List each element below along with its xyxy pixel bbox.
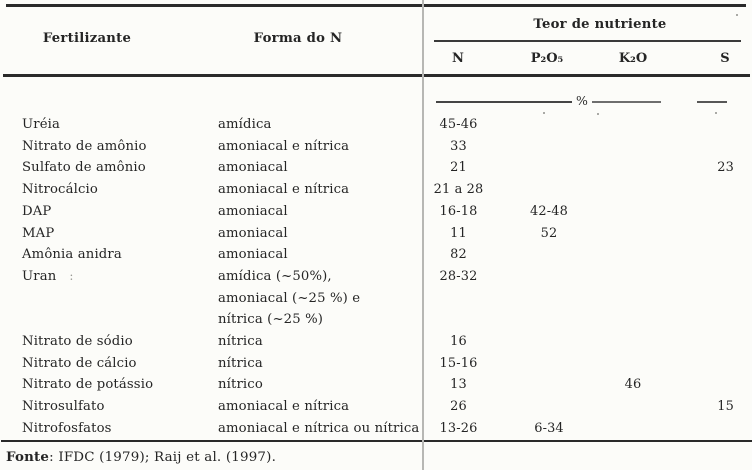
k2o-value-cell	[604, 157, 662, 179]
forma-line: amídica	[218, 117, 272, 132]
forma-line: amoniacal (~25 %) e	[218, 290, 361, 306]
n-value-cell: 11	[450, 225, 467, 241]
fertilizante-cell: Uréia	[22, 117, 61, 132]
n-value-cell: 16	[450, 334, 467, 350]
forma-do-n-cell	[214, 331, 423, 353]
forma-do-n-cell	[214, 353, 423, 375]
k2o-value-cell	[604, 223, 662, 245]
forma-do-n-cell	[214, 374, 423, 396]
forma-do-n-cell	[214, 418, 423, 440]
column-header-fertilizante: Fertilizante	[42, 31, 132, 46]
forma-line: amoniacal e nítrica	[218, 399, 350, 415]
table-row	[0, 244, 752, 266]
forma-line: amoniacal	[218, 203, 288, 219]
table-row	[0, 266, 752, 331]
p2o5-value-cell	[494, 353, 604, 375]
forma-do-n-cell	[214, 266, 423, 331]
column-header-n: N	[452, 51, 464, 66]
s-value-cell: 23	[717, 160, 734, 176]
n-value-cell: 15-16	[439, 355, 478, 371]
p2o5-value-cell	[494, 136, 604, 158]
p2o5-value-cell: 6-34	[534, 420, 564, 436]
table-row	[0, 179, 752, 201]
fertilizante-cell: Nitrofosfatos	[22, 420, 112, 436]
table-row	[0, 157, 752, 179]
n-value-cell: 45-46	[439, 117, 478, 132]
fertilizante-cell: Amônia anidra	[22, 247, 122, 263]
k2o-value-cell	[604, 136, 662, 158]
header-separator-rule	[3, 74, 750, 77]
s-value-cell	[662, 136, 752, 158]
forma-line: nítrica	[218, 334, 263, 350]
forma-do-n-cell	[214, 244, 423, 266]
forma-do-n-cell	[214, 114, 423, 136]
forma-do-n-cell	[214, 223, 423, 245]
scan-artifact-mark: :	[69, 268, 74, 283]
column-header-p2o5: P₂O₅	[530, 51, 564, 66]
s-value-cell	[662, 201, 752, 223]
percent-dash-line-short	[697, 101, 727, 103]
column-header-k2o: K₂O	[618, 51, 648, 66]
forma-do-n-cell	[214, 396, 423, 418]
p2o5-value-cell	[494, 266, 604, 331]
scan-speck	[736, 14, 738, 16]
s-value-cell	[662, 331, 752, 353]
s-value-cell	[662, 353, 752, 375]
fertilizante-cell: Nitrosulfato	[22, 399, 105, 415]
forma-do-n-cell	[214, 179, 423, 201]
n-value-cell: 28-32	[439, 268, 478, 284]
n-value-cell: 16-18	[439, 203, 478, 219]
k2o-value-cell	[604, 201, 662, 223]
s-value-cell	[662, 223, 752, 245]
forma-line: nítrica (~25 %)	[218, 312, 324, 328]
bottom-rule	[1, 440, 752, 442]
n-value-cell: 82	[450, 247, 467, 263]
source-note	[6, 449, 276, 465]
percent-unit-label: %	[576, 93, 588, 108]
s-value-cell	[662, 418, 752, 440]
p2o5-value-cell	[494, 374, 604, 396]
p2o5-value-cell	[494, 396, 604, 418]
percent-dash-line-right	[592, 101, 661, 103]
forma-line: amoniacal	[218, 160, 288, 176]
scan-speck	[543, 112, 545, 114]
k2o-value-cell	[604, 331, 662, 353]
fertilizante-cell: Sulfato de amônio	[22, 160, 146, 176]
column-header-forma-do-n: Forma do N	[253, 31, 343, 46]
s-value-cell	[662, 244, 752, 266]
p2o5-value-cell	[494, 179, 604, 201]
column-header-s: S	[720, 51, 730, 66]
fertilizante-cell: DAP	[22, 203, 52, 219]
s-value-cell	[662, 179, 752, 201]
s-value-cell	[662, 266, 752, 331]
top-rule	[6, 4, 746, 7]
source-text: : IFDC (1979); Raij et al. (1997).	[49, 450, 277, 465]
forma-line: amoniacal e nítrica	[218, 138, 350, 154]
k2o-value-cell	[604, 114, 662, 136]
forma-line: amídica (~50%),	[218, 268, 332, 284]
table-row	[0, 396, 752, 418]
p2o5-value-cell: 52	[540, 225, 558, 241]
fertilizante-cell: Nitrato de sódio	[22, 334, 133, 350]
fertilizante-cell: Nitrato de cálcio	[22, 355, 137, 371]
teor-group-underline	[434, 40, 741, 42]
n-value-cell: 13	[450, 377, 467, 393]
p2o5-value-cell	[494, 331, 604, 353]
table-body	[0, 114, 752, 440]
table-row	[0, 353, 752, 375]
scan-speck	[597, 113, 599, 115]
n-value-cell: 33	[450, 138, 467, 154]
forma-do-n-cell	[214, 157, 423, 179]
table-row	[0, 136, 752, 158]
k2o-value-cell	[604, 179, 662, 201]
table-row	[0, 201, 752, 223]
forma-do-n-cell	[214, 201, 423, 223]
k2o-value-cell	[604, 418, 662, 440]
percent-dash-line-left	[436, 101, 572, 103]
p2o5-value-cell	[494, 244, 604, 266]
fertilizante-cell: Nitrato de amônio	[22, 138, 147, 154]
scan-speck	[715, 112, 717, 114]
fertilizante-cell: Nitrato de potássio	[22, 377, 154, 393]
p2o5-value-cell: 42-48	[530, 203, 568, 219]
k2o-value-cell: 46	[624, 377, 642, 393]
fertilizante-cell: Uran :	[22, 268, 74, 284]
k2o-value-cell	[604, 244, 662, 266]
s-value-cell	[662, 114, 752, 136]
table-row	[0, 114, 752, 136]
forma-line: amoniacal	[218, 225, 288, 241]
n-value-cell: 26	[450, 399, 467, 415]
forma-line: nítrico	[218, 377, 263, 393]
fertilizante-cell: MAP	[22, 225, 55, 241]
n-value-cell: 21 a 28	[433, 182, 484, 198]
forma-line: amoniacal e nítrica	[218, 182, 350, 198]
k2o-value-cell	[604, 266, 662, 331]
p2o5-value-cell	[494, 157, 604, 179]
s-value-cell	[662, 374, 752, 396]
p2o5-value-cell	[494, 114, 604, 136]
n-value-cell: 21	[450, 160, 467, 176]
table-row	[0, 331, 752, 353]
table-row	[0, 374, 752, 396]
vertical-divider-rule	[422, 0, 424, 470]
forma-line: nítrica	[218, 355, 263, 371]
forma-line: amoniacal e nítrica ou nítrica	[218, 420, 420, 436]
table-row	[0, 223, 752, 245]
column-group-header-teor-de-nutriente: Teor de nutriente	[533, 17, 667, 32]
n-value-cell: 13-26	[439, 420, 478, 436]
k2o-value-cell	[604, 353, 662, 375]
source-label: Fonte	[6, 449, 50, 465]
s-value-cell: 15	[717, 399, 734, 415]
k2o-value-cell	[604, 396, 662, 418]
table-row	[0, 418, 752, 440]
fertilizante-cell: Nitrocálcio	[22, 182, 98, 198]
forma-do-n-cell	[214, 136, 423, 158]
forma-line: amoniacal	[218, 247, 288, 263]
